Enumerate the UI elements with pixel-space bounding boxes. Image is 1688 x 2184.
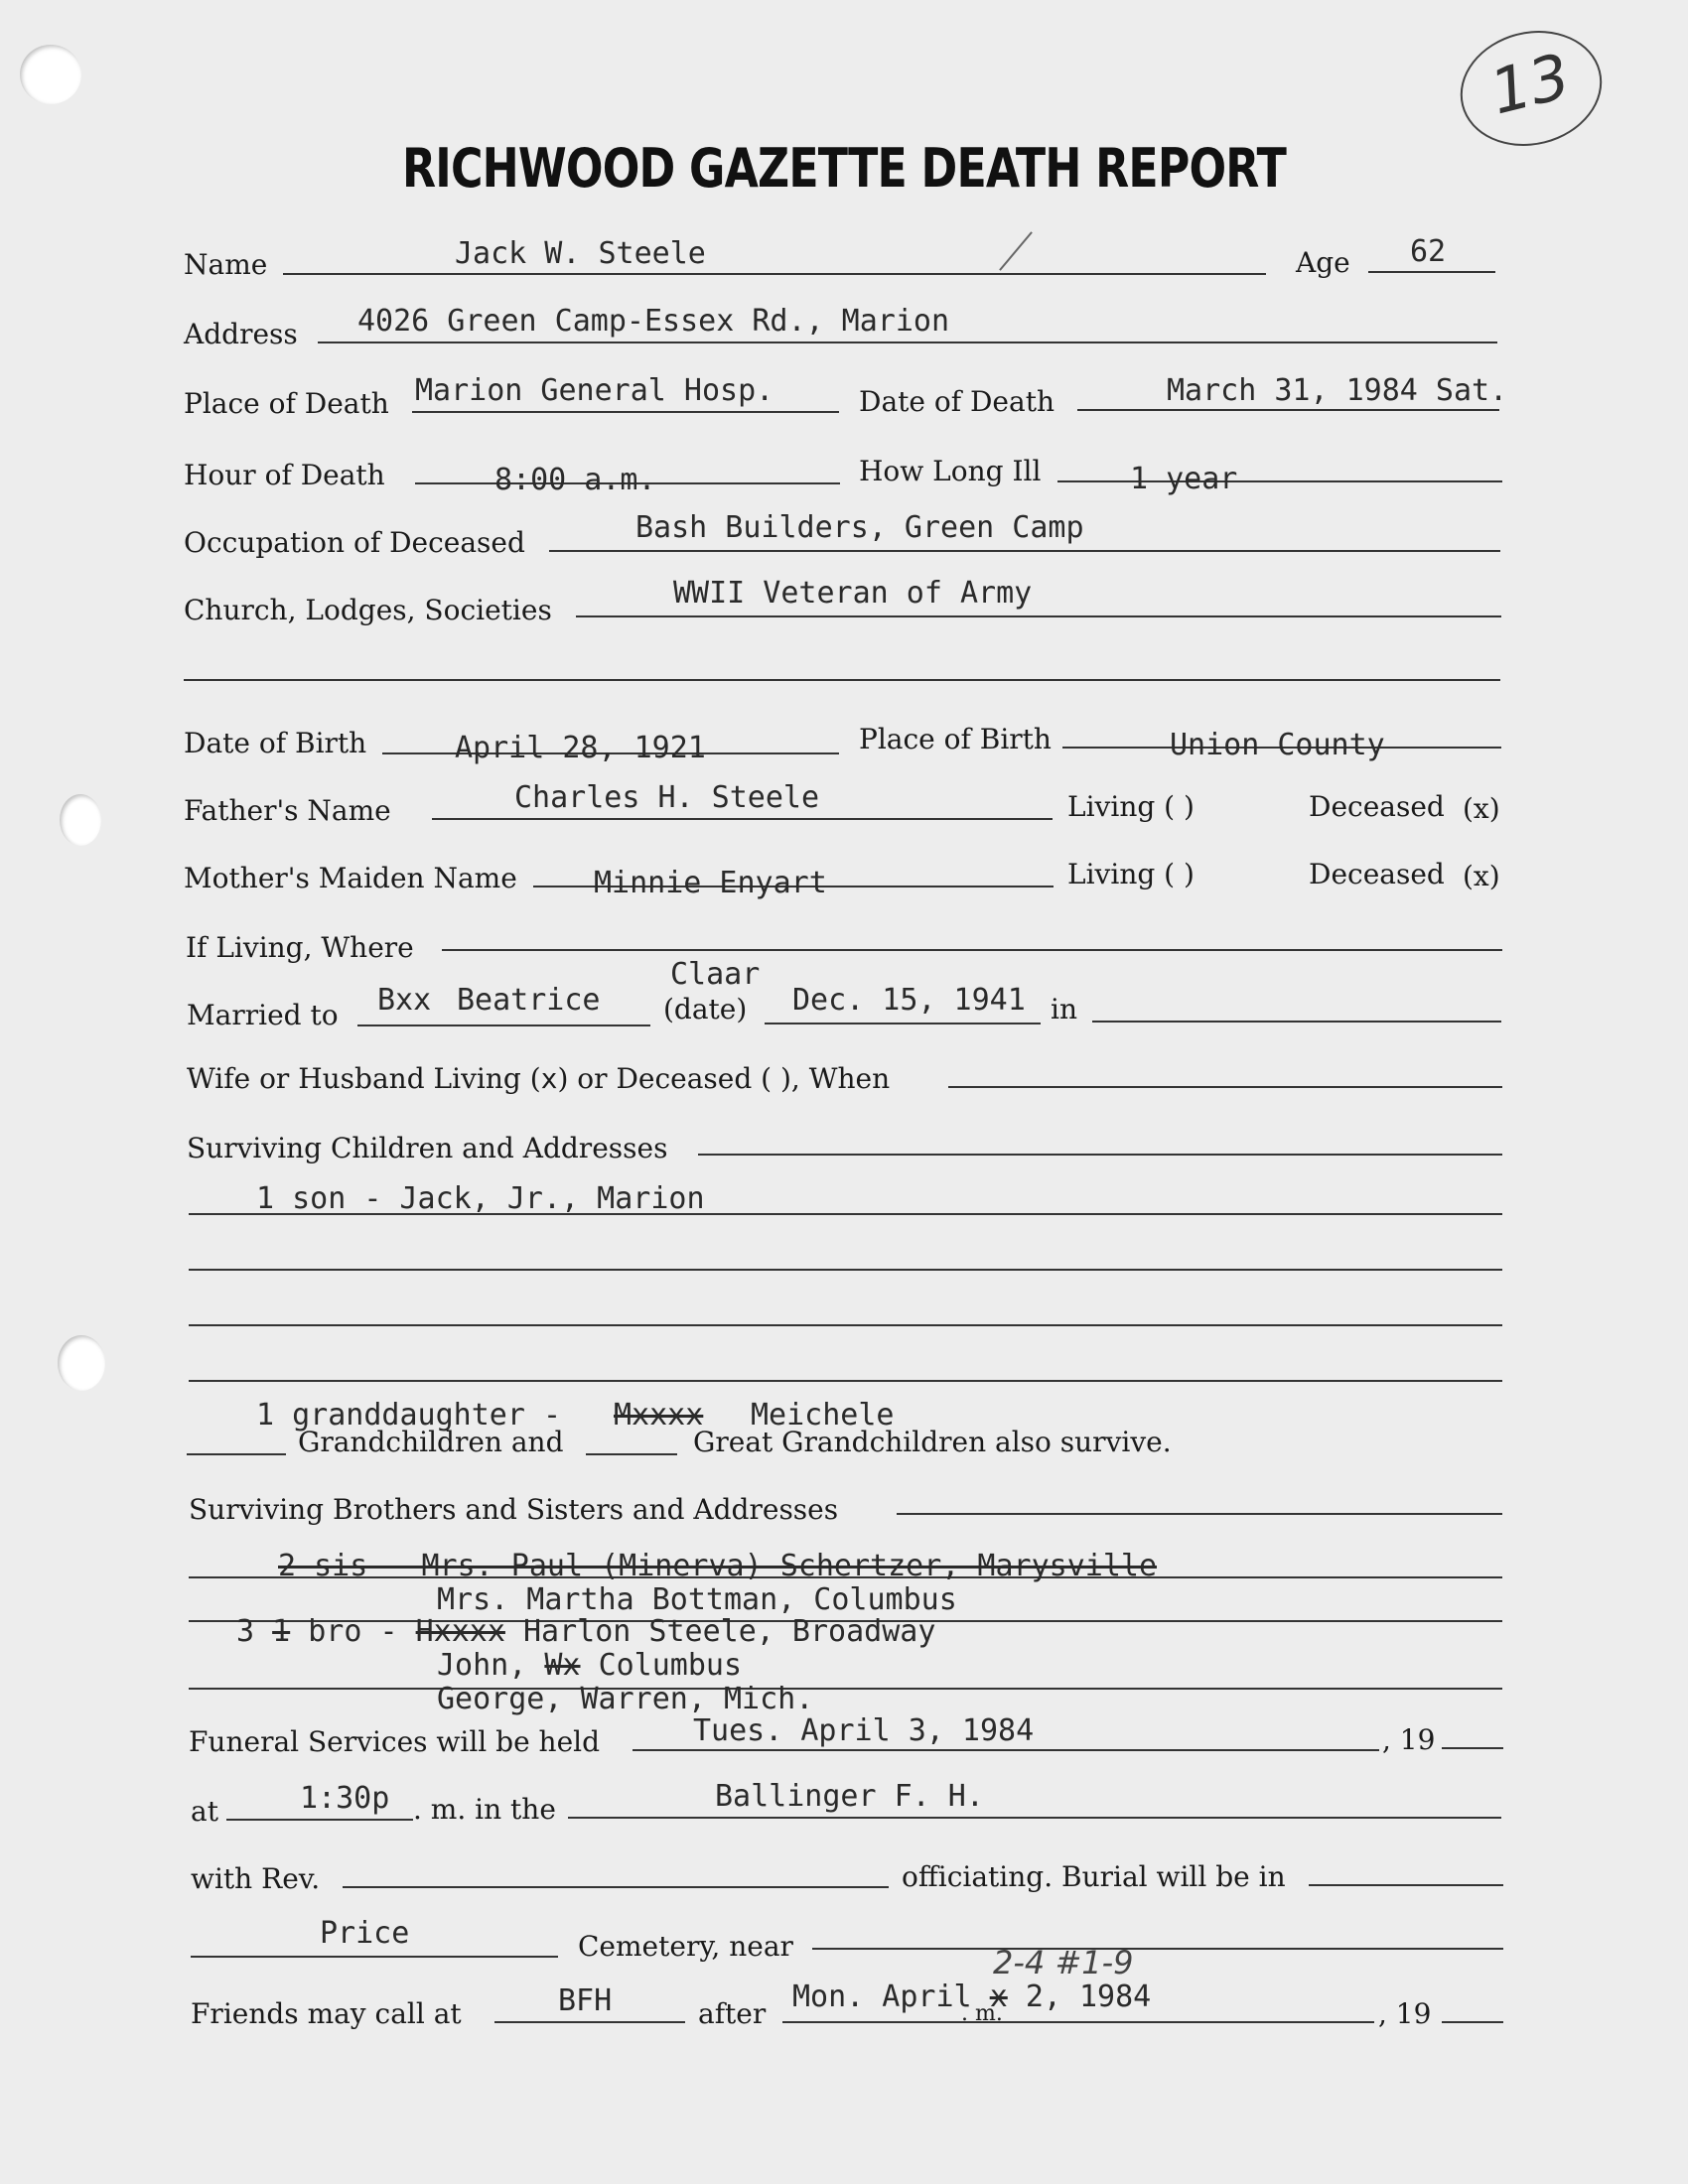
friends-year-line (1442, 2021, 1503, 2023)
name-label: Name (184, 248, 268, 281)
page-number: 13 (1482, 39, 1578, 129)
address-label: Address (184, 318, 298, 350)
married-to-line (357, 1024, 650, 1026)
age-line (1368, 271, 1495, 273)
sibling-3-struck: Hxxxx (415, 1614, 505, 1649)
place-of-birth-value: Union County (1170, 728, 1385, 762)
mother-living-label: Living ( ) (1067, 858, 1195, 890)
sibling-3-count: 3 (236, 1614, 255, 1649)
father-deceased-label: Deceased (1309, 790, 1445, 823)
how-long-ill-value: 1 year (1130, 462, 1238, 496)
cemetery-near-line (812, 1948, 1503, 1950)
place-of-death-label: Place of Death (184, 387, 389, 420)
handwritten-note: 2-4 #1-9 (993, 1944, 1134, 1981)
place-of-birth-label: Place of Birth (859, 723, 1052, 755)
sibling-4-name: John, (437, 1648, 527, 1683)
funeral-year-label: , 19 (1382, 1723, 1436, 1756)
mother-deceased-box: (x) (1463, 860, 1500, 892)
grandchildren-count-line (187, 1453, 286, 1455)
friends-at-value: BFH (558, 1983, 613, 2018)
date-of-birth-label: Date of Birth (184, 727, 367, 759)
age-value: 62 (1410, 234, 1447, 269)
friends-year-label: , 19 (1378, 1997, 1432, 2030)
sibling-value-3 (236, 1614, 935, 1649)
married-in-line (1092, 1021, 1501, 1023)
grandchildren-label-b: Great Grandchildren also survive. (693, 1426, 1172, 1458)
punch-hole-middle (60, 794, 101, 846)
brothers-sisters-line (897, 1513, 1502, 1515)
how-long-ill-label: How Long Ill (859, 455, 1042, 487)
spouse-status-label (187, 1062, 890, 1095)
fathers-name-line (432, 818, 1053, 820)
age-label: Age (1296, 246, 1350, 279)
funeral-label: Funeral Services will be held (189, 1725, 601, 1758)
date-of-death-label: Date of Death (859, 385, 1055, 418)
grandchildren-prefix: 1 granddaughter - (256, 1398, 562, 1433)
married-date-line (765, 1023, 1041, 1024)
date-of-death-line (1077, 409, 1499, 411)
cemetery-line (191, 1956, 558, 1958)
funeral-date-value: Tues. April 3, 1984 (693, 1713, 1035, 1748)
funeral-home-line (568, 1817, 1501, 1819)
funeral-time-value: 1:30p (300, 1781, 390, 1816)
pencil-mark (999, 231, 1033, 271)
mothers-maiden-name-value: Minnie Enyart (594, 866, 827, 900)
great-grandchildren-count-line (586, 1453, 677, 1455)
burial-line (1309, 1884, 1503, 1886)
sibling-value-4 (437, 1648, 742, 1683)
fathers-name-label: Father's Name (184, 794, 391, 827)
date-of-death-value: March 31, 1984 Sat. (1167, 373, 1508, 408)
sibling-4-struck: Wx (544, 1648, 581, 1683)
church-label: Church, Lodges, Societies (184, 594, 552, 626)
how-long-ill-line (1057, 480, 1502, 482)
name-line (283, 273, 1266, 275)
friends-m-label: . m. (961, 2001, 1003, 2026)
hour-of-death-label: Hour of Death (184, 459, 385, 491)
spouse-surname-value: Claar (670, 957, 761, 992)
friends-after-day: Mon. April (792, 1979, 972, 2014)
officiating-label: officiating. Burial will be in (902, 1860, 1286, 1893)
funeral-time-line (226, 1819, 413, 1821)
friends-call-label: Friends may call at (191, 1997, 462, 2030)
married-date-value: Dec. 15, 1941 (792, 983, 1026, 1018)
spouse-living-mark: x (540, 1062, 558, 1095)
married-in-label: in (1051, 993, 1077, 1025)
spouse-when-line (948, 1086, 1502, 1088)
with-rev-label: with Rev. (191, 1862, 321, 1895)
spouse-status-text-a: Wife or Husband Living ( (187, 1062, 541, 1095)
name-value: Jack W. Steele (455, 236, 706, 271)
if-living-where-label: If Living, Where (186, 931, 414, 964)
at-label: at (191, 1795, 218, 1828)
punch-hole-bottom (58, 1335, 105, 1391)
place-of-death-value: Marion General Hosp. (415, 373, 774, 408)
friends-after-struck: x (989, 1979, 1008, 2014)
after-label: after (698, 1997, 767, 2030)
rev-name-line (343, 1886, 889, 1888)
children-line-2 (189, 1269, 1502, 1271)
grandchildren-label-a: Grandchildren and (298, 1426, 564, 1458)
if-living-where-line (442, 949, 1502, 951)
grandchildren-name: Meichele (751, 1398, 895, 1433)
mothers-maiden-name-label: Mother's Maiden Name (184, 862, 517, 894)
m-in-the-label: . m. in the (413, 1793, 556, 1826)
friends-after-line (782, 2021, 1374, 2023)
surviving-children-line (698, 1154, 1502, 1156)
surviving-children-label: Surviving Children and Addresses (187, 1132, 668, 1164)
fathers-name-value: Charles H. Steele (514, 780, 820, 815)
sibling-value-2: Mrs. Martha Bottman, Columbus (437, 1582, 957, 1617)
married-to-label: Married to (187, 999, 339, 1031)
friends-after-date: 2, 1984 (1025, 1979, 1152, 2014)
occupation-label: Occupation of Deceased (184, 526, 525, 559)
church-value: WWII Veteran of Army (673, 576, 1033, 611)
sibling-3-count-struck: 1 (272, 1614, 291, 1649)
place-of-death-line (412, 411, 839, 413)
occupation-value: Bash Builders, Green Camp (635, 510, 1084, 545)
children-value-1: 1 son - Jack, Jr., Marion (256, 1181, 705, 1216)
form-title: RICHWOOD GAZETTE DEATH REPORT (402, 137, 1286, 200)
cemetery-near-label: Cemetery, near (578, 1930, 793, 1963)
sibling-value-1: 2 sis - Mrs. Paul (Minerva) Schertzer, Marysville (278, 1549, 1158, 1583)
punch-hole-top (20, 45, 81, 104)
mother-deceased-label: Deceased (1309, 858, 1445, 890)
date-label: (date) (663, 993, 748, 1025)
funeral-year-line (1442, 1747, 1503, 1749)
funeral-home-value: Ballinger F. H. (715, 1779, 984, 1814)
father-living-label: Living ( ) (1067, 790, 1195, 823)
siblings-line-3 (189, 1688, 1502, 1690)
spouse-name-value: Beatrice (457, 983, 601, 1018)
occupation-line (549, 550, 1500, 552)
sibling-value-5: George, Warren, Mich. (437, 1682, 814, 1716)
children-line-3 (189, 1324, 1502, 1326)
sibling-3-name: Harlon Steele, Broadway (523, 1614, 936, 1649)
cemetery-value: Price (320, 1916, 410, 1951)
friends-at-line (494, 2021, 685, 2023)
father-deceased-box: (x) (1463, 792, 1500, 825)
children-line-4 (189, 1380, 1502, 1382)
spouse-struck-value: Bxx (377, 983, 432, 1018)
date-of-birth-value: April 28, 1921 (455, 731, 706, 765)
sibling-4-city: Columbus (598, 1648, 743, 1683)
grandchildren-struck: Mxxxx (614, 1398, 704, 1433)
church-extra-line (184, 679, 1500, 681)
church-line (576, 615, 1501, 617)
hour-of-death-value: 8:00 a.m. (494, 463, 656, 497)
address-value: 4026 Green Camp-Essex Rd., Marion (357, 304, 950, 339)
address-line (318, 341, 1497, 343)
brothers-sisters-label: Surviving Brothers and Sisters and Addresses (189, 1493, 839, 1526)
funeral-date-line (633, 1749, 1379, 1751)
sibling-3-relation: bro - (308, 1614, 398, 1649)
spouse-status-text-b: ) or Deceased ( ), When (557, 1062, 891, 1095)
